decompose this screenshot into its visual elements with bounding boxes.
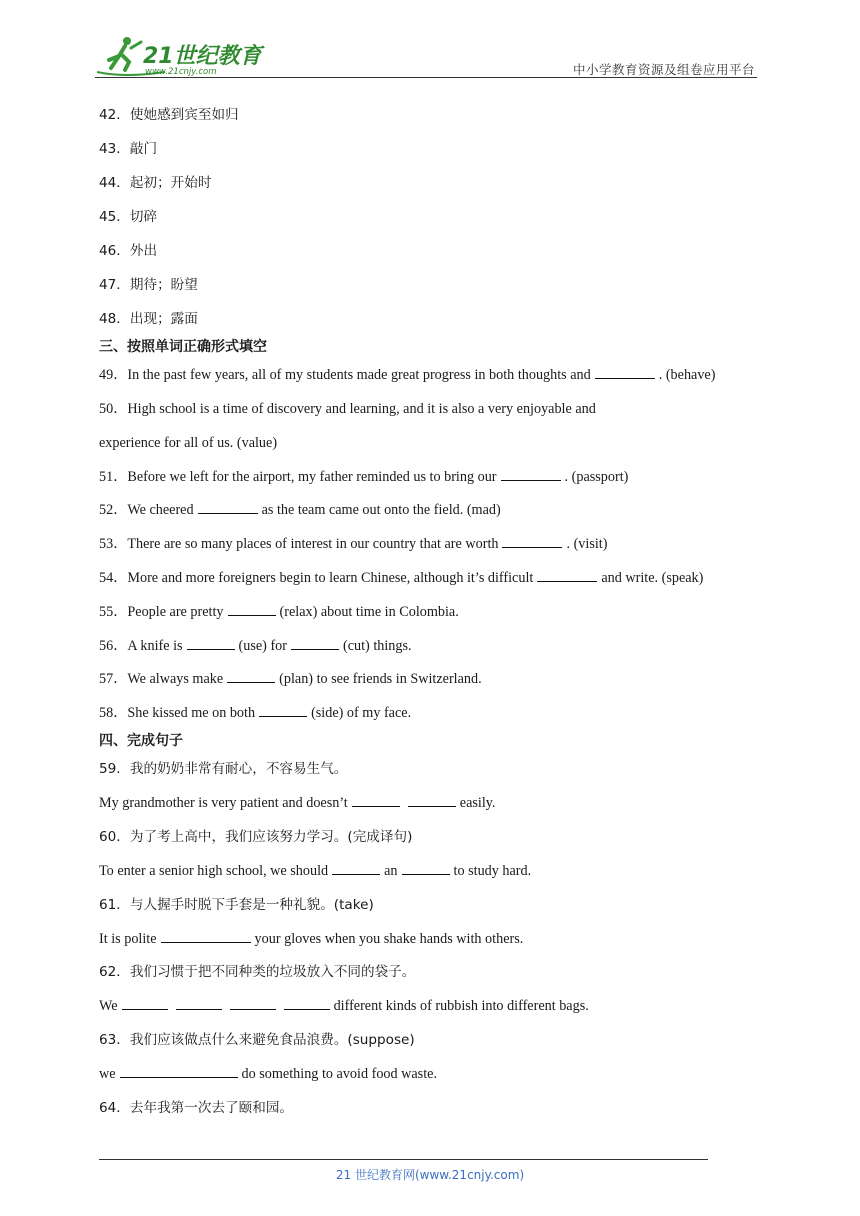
question-60-sentence: To enter a senior high school, we should an to study hard. <box>99 863 532 879</box>
answer-blank[interactable] <box>291 637 339 650</box>
question-63: 63．我们应该做点什么来避免食品浪费。(suppose) <box>99 1032 415 1048</box>
platform-name: 中小学教育资源及组卷应用平台 <box>572 62 755 77</box>
answer-blank[interactable] <box>501 468 561 481</box>
question-51: 51．Before we left for the airport, my father reminded us to bring our . (passport) <box>99 469 629 485</box>
answer-blank[interactable] <box>122 997 168 1010</box>
question-52: 52．We cheered as the team came out onto the field. (mad) <box>99 502 501 518</box>
logo-url: www.21cnjy.com <box>145 67 217 77</box>
section-4-heading: 四、完成句子 <box>99 733 183 749</box>
footer-divider <box>99 1159 708 1160</box>
question-49: 49．In the past few years, all of my students made great progress in both thoughts and . (behave) <box>99 367 716 383</box>
answer-blank[interactable] <box>402 862 450 875</box>
answer-blank[interactable] <box>176 997 222 1010</box>
answer-blank[interactable] <box>332 862 380 875</box>
header-divider <box>95 77 757 78</box>
question-61-sentence: It is polite your gloves when you shake hands with others. <box>99 931 524 947</box>
footer-text: 21 世纪教育网(www.21cnjy.com) <box>335 1168 525 1182</box>
item-45: 45．切碎 <box>99 209 158 225</box>
question-62-sentence: We different kinds of rubbish into different bags. <box>99 998 589 1014</box>
question-56: 56．A knife is (use) for (cut) things. <box>99 638 412 654</box>
answer-blank[interactable] <box>228 603 276 616</box>
answer-blank[interactable] <box>595 366 655 379</box>
answer-blank[interactable] <box>408 794 456 807</box>
question-64: 64．去年我第一次去了颐和园。 <box>99 1100 294 1116</box>
answer-blank[interactable] <box>230 997 276 1010</box>
item-42: 42．使她感到宾至如归 <box>99 107 239 123</box>
item-46: 46．外出 <box>99 243 158 259</box>
answer-blank[interactable] <box>352 794 400 807</box>
answer-blank[interactable] <box>259 704 307 717</box>
logo-21cnjy <box>95 34 265 78</box>
item-48: 48．出现；露面 <box>99 311 198 327</box>
question-60: 60．为了考上高中，我们应该努力学习。(完成译句) <box>99 829 413 845</box>
answer-blank[interactable] <box>198 501 258 514</box>
question-54: 54．More and more foreigners begin to learn Chinese, although it’s difficult and write. (speak) <box>99 570 704 586</box>
answer-blank[interactable] <box>227 670 275 683</box>
item-44: 44．起初；开始时 <box>99 175 212 191</box>
page-header <box>95 34 757 82</box>
question-55: 55．People are pretty (relax) about time in Colombia. <box>99 604 459 620</box>
logo-text: 21世纪教育 <box>143 44 262 69</box>
answer-blank[interactable] <box>537 569 597 582</box>
question-59-sentence: My grandmother is very patient and doesn’t easily. <box>99 795 496 811</box>
question-50-cont: experience for all of us. (value) <box>99 435 278 451</box>
question-62: 62．我们习惯于把不同种类的垃圾放入不同的袋子。 <box>99 964 416 980</box>
answer-blank[interactable] <box>120 1065 238 1078</box>
question-61: 61．与人握手时脱下手套是一种礼貌。(take) <box>99 897 374 913</box>
answer-blank[interactable] <box>502 535 562 548</box>
item-47: 47．期待；盼望 <box>99 277 198 293</box>
question-58: 58．She kissed me on both (side) of my face. <box>99 705 412 721</box>
item-43: 43．敲门 <box>99 141 158 157</box>
answer-blank[interactable] <box>187 637 235 650</box>
question-53: 53．There are so many places of interest in our country that are worth . (visit) <box>99 536 608 552</box>
question-57: 57．We always make (plan) to see friends in Switzerland. <box>99 671 482 687</box>
answer-blank[interactable] <box>284 997 330 1010</box>
section-3-heading: 三、按照单词正确形式填空 <box>99 339 267 355</box>
answer-blank[interactable] <box>161 930 251 943</box>
question-63-sentence: we do something to avoid food waste. <box>99 1066 437 1082</box>
question-59: 59．我的奶奶非常有耐心，不容易生气。 <box>99 761 348 777</box>
question-50: 50．High school is a time of discovery and learning, and it is also a very enjoyable and <box>99 401 596 417</box>
